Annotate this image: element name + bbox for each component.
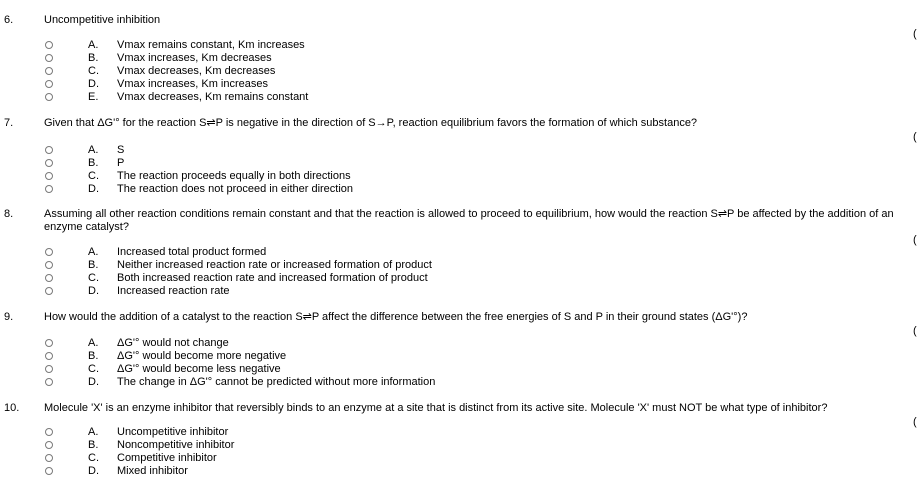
option-text: The change in ΔG'° cannot be predicted without more information <box>117 376 436 388</box>
option-letter: D. <box>88 183 99 195</box>
option-c[interactable] <box>0 65 921 78</box>
option-letter: A. <box>88 39 99 51</box>
option-c[interactable] <box>0 170 921 183</box>
option-text: Vmax decreases, Km remains constant <box>117 91 309 103</box>
option-a[interactable] <box>0 144 921 157</box>
option-letter: B. <box>88 259 99 271</box>
option-letter: D. <box>88 376 99 388</box>
radio-button[interactable] <box>45 146 53 154</box>
option-text: Vmax increases, Km decreases <box>117 52 272 64</box>
radio-button[interactable] <box>45 287 53 295</box>
option-letter: C. <box>88 452 99 464</box>
radio-button[interactable] <box>45 67 53 75</box>
radio-button[interactable] <box>45 41 53 49</box>
points-label: ( <box>913 325 917 337</box>
question-number: 9. <box>4 311 14 323</box>
option-letter: C. <box>88 170 99 182</box>
option-letter: E. <box>88 91 99 103</box>
option-letter: A. <box>88 337 99 349</box>
radio-button[interactable] <box>45 185 53 193</box>
radio-button[interactable] <box>45 172 53 180</box>
radio-button[interactable] <box>45 352 53 360</box>
option-text: The reaction does not proceed in either direction <box>117 183 354 195</box>
question-text: Assuming all other reaction conditions remain constant and that the reaction is allowed to proceed to equilibrium, how would the reaction S⇌P be affected by the addition of an enzyme catalyst? <box>44 208 894 233</box>
option-text: Increased reaction rate <box>117 285 230 297</box>
option-a[interactable] <box>0 39 921 52</box>
radio-button[interactable] <box>45 159 53 167</box>
option-letter: C. <box>88 363 99 375</box>
option-c[interactable] <box>0 363 921 376</box>
option-text: The reaction proceeds equally in both directions <box>117 170 351 182</box>
option-text: Vmax increases, Km increases <box>117 78 268 90</box>
option-text: Both increased reaction rate and increased formation of product <box>117 272 428 284</box>
question-number: 7. <box>4 117 14 129</box>
radio-button[interactable] <box>45 441 53 449</box>
option-letter: A. <box>88 144 99 156</box>
radio-button[interactable] <box>45 454 53 462</box>
option-letter: D. <box>88 465 99 477</box>
radio-button[interactable] <box>45 261 53 269</box>
radio-button[interactable] <box>45 428 53 436</box>
radio-button[interactable] <box>45 274 53 282</box>
option-text: Increased total product formed <box>117 246 267 258</box>
option-a[interactable] <box>0 337 921 350</box>
option-letter: C. <box>88 272 99 284</box>
points-label: ( <box>913 416 917 428</box>
option-text: Competitive inhibitor <box>117 452 217 464</box>
option-b[interactable] <box>0 52 921 65</box>
question-number: 10. <box>4 402 20 414</box>
option-b[interactable] <box>0 157 921 170</box>
question-text: How would the addition of a catalyst to the reaction S⇌P affect the difference between the free energies of S and P in their ground states (ΔG'°)? <box>44 311 748 323</box>
option-d[interactable] <box>0 465 921 478</box>
option-text: Neither increased reaction rate or increased formation of product <box>117 259 432 271</box>
question-text: Given that ΔG'° for the reaction S⇌P is negative in the direction of S→P, reaction equilibrium favors the formation of which substance? <box>44 117 698 129</box>
option-text: Vmax decreases, Km decreases <box>117 65 276 77</box>
option-a[interactable] <box>0 426 921 439</box>
question-number: 6. <box>4 14 14 26</box>
radio-button[interactable] <box>45 248 53 256</box>
radio-button[interactable] <box>45 467 53 475</box>
option-c[interactable] <box>0 452 921 465</box>
option-letter: A. <box>88 246 99 258</box>
option-text: Mixed inhibitor <box>117 465 188 477</box>
option-a[interactable] <box>0 246 921 259</box>
option-letter: B. <box>88 350 99 362</box>
option-letter: C. <box>88 65 99 77</box>
radio-button[interactable] <box>45 54 53 62</box>
radio-button[interactable] <box>45 365 53 373</box>
question-text: Uncompetitive inhibition <box>44 14 161 26</box>
option-text: Noncompetitive inhibitor <box>117 439 235 451</box>
radio-button[interactable] <box>45 93 53 101</box>
points-label: ( <box>913 234 917 246</box>
option-d[interactable] <box>0 78 921 91</box>
points-label: ( <box>913 131 917 143</box>
option-c[interactable] <box>0 272 921 285</box>
option-b[interactable] <box>0 259 921 272</box>
option-letter: A. <box>88 426 99 438</box>
radio-button[interactable] <box>45 378 53 386</box>
option-letter: D. <box>88 285 99 297</box>
question-number: 8. <box>4 208 14 220</box>
option-text: P <box>117 157 125 169</box>
option-text: ΔG'° would become more negative <box>117 350 287 362</box>
option-text: Uncompetitive inhibitor <box>117 426 229 438</box>
option-text: S <box>117 144 125 156</box>
option-d[interactable] <box>0 376 921 389</box>
option-letter: B. <box>88 157 99 169</box>
option-letter: B. <box>88 439 99 451</box>
option-b[interactable] <box>0 439 921 452</box>
question-text: Molecule 'X' is an enzyme inhibitor that reversibly binds to an enzyme at a site that is distinct from its active site. Molecule 'X' must NOT be what type of inhibitor? <box>44 402 828 414</box>
option-text: ΔG'° would become less negative <box>117 363 281 375</box>
option-letter: B. <box>88 52 99 64</box>
radio-button[interactable] <box>45 80 53 88</box>
points-label: ( <box>913 28 917 40</box>
radio-button[interactable] <box>45 339 53 347</box>
option-e[interactable] <box>0 91 921 104</box>
option-d[interactable] <box>0 285 921 298</box>
option-text: ΔG'° would not change <box>117 337 229 349</box>
option-b[interactable] <box>0 350 921 363</box>
option-text: Vmax remains constant, Km increases <box>117 39 305 51</box>
option-d[interactable] <box>0 183 921 196</box>
option-letter: D. <box>88 78 99 90</box>
